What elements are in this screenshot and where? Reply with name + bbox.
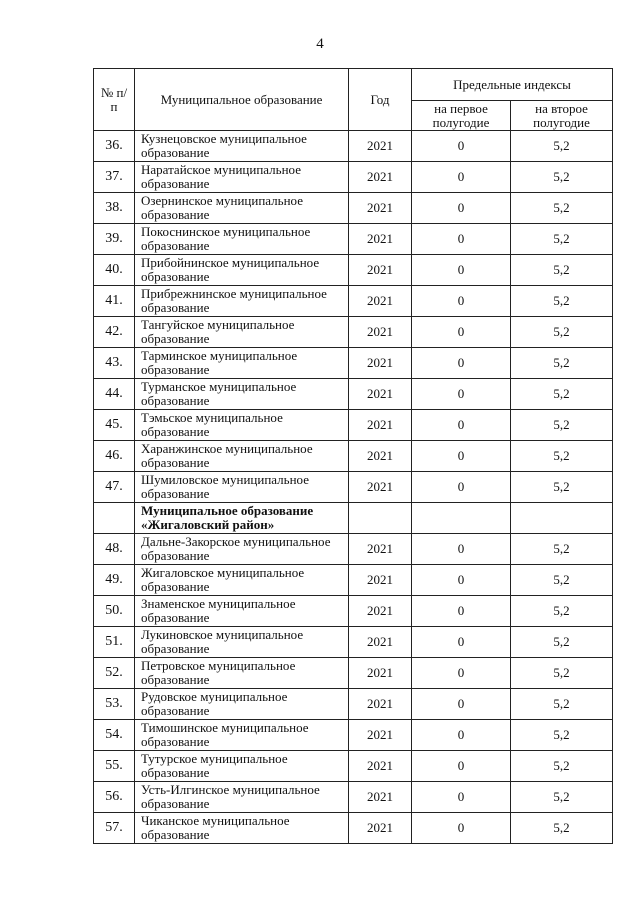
second-half-index: 5,2: [511, 565, 613, 596]
municipality-name: Наратайское муниципальное образование: [135, 162, 349, 193]
table-row: [94, 410, 613, 441]
table-row: [94, 472, 613, 503]
row-number: 57.: [94, 813, 135, 844]
municipality-name: Тарминское муниципальное образование: [135, 348, 349, 379]
municipality-name: Жигаловское муниципальное образование: [135, 565, 349, 596]
first-half-index: 0: [412, 813, 511, 844]
row-number: 37.: [94, 162, 135, 193]
first-half-index: 0: [412, 286, 511, 317]
first-half-index: 0: [412, 658, 511, 689]
row-number: 46.: [94, 441, 135, 472]
row-number: 44.: [94, 379, 135, 410]
municipality-name: Харанжинское муниципальное образование: [135, 441, 349, 472]
municipality-name: Тангуйское муниципальное образование: [135, 317, 349, 348]
row-number: 55.: [94, 751, 135, 782]
row-number: 45.: [94, 410, 135, 441]
row-year: 2021: [349, 255, 412, 286]
first-half-index: 0: [412, 317, 511, 348]
municipality-name: Лукиновское муниципальное образование: [135, 627, 349, 658]
municipality-name: Шумиловское муниципальное образование: [135, 472, 349, 503]
first-half-index: 0: [412, 224, 511, 255]
municipality-name: Покоснинское муниципальное образование: [135, 224, 349, 255]
row-year: 2021: [349, 224, 412, 255]
second-half-index: 5,2: [511, 720, 613, 751]
row-number: 47.: [94, 472, 135, 503]
municipality-name: Кузнецовское муниципальное образование: [135, 131, 349, 162]
municipality-name: Петровское муниципальное образование: [135, 658, 349, 689]
first-half-index: 0: [412, 162, 511, 193]
first-half-index: [412, 503, 511, 534]
row-number: 54.: [94, 720, 135, 751]
row-year: 2021: [349, 689, 412, 720]
table-row: [94, 286, 613, 317]
table-row: [94, 534, 613, 565]
first-half-index: 0: [412, 379, 511, 410]
table-section-row: [94, 503, 613, 534]
second-half-index: 5,2: [511, 286, 613, 317]
municipality-name: Турманское муниципальное образование: [135, 379, 349, 410]
indices-table: [93, 68, 613, 844]
first-half-index: 0: [412, 534, 511, 565]
row-year: 2021: [349, 658, 412, 689]
first-half-index: 0: [412, 596, 511, 627]
table-row: [94, 441, 613, 472]
table-row: [94, 720, 613, 751]
municipality-name: Тэмьское муниципальное образование: [135, 410, 349, 441]
municipality-name: Тутурское муниципальное образование: [135, 751, 349, 782]
first-half-index: 0: [412, 782, 511, 813]
first-half-index: 0: [412, 472, 511, 503]
municipality-name: Знаменское муниципальное образование: [135, 596, 349, 627]
row-year: 2021: [349, 596, 412, 627]
page-number: 4: [316, 36, 324, 52]
second-half-index: 5,2: [511, 348, 613, 379]
row-number: 39.: [94, 224, 135, 255]
second-half-index: 5,2: [511, 255, 613, 286]
row-year: 2021: [349, 162, 412, 193]
second-half-index: 5,2: [511, 751, 613, 782]
second-half-index: [511, 503, 613, 534]
row-number: 40.: [94, 255, 135, 286]
table-row: [94, 224, 613, 255]
second-half-index: 5,2: [511, 534, 613, 565]
row-number: 49.: [94, 565, 135, 596]
table-row: [94, 596, 613, 627]
header-name: Муниципальное образование: [135, 69, 349, 131]
first-half-index: 0: [412, 689, 511, 720]
second-half-index: 5,2: [511, 410, 613, 441]
first-half-index: 0: [412, 565, 511, 596]
first-half-index: 0: [412, 131, 511, 162]
row-number: 56.: [94, 782, 135, 813]
row-year: 2021: [349, 348, 412, 379]
municipality-name: Прибрежнинское муниципальное образование: [135, 286, 349, 317]
table-row: [94, 317, 613, 348]
first-half-index: 0: [412, 627, 511, 658]
row-year: 2021: [349, 410, 412, 441]
row-number: 48.: [94, 534, 135, 565]
table-row: [94, 658, 613, 689]
header-first-half: на первое полугодие: [412, 101, 511, 131]
table-row: [94, 627, 613, 658]
municipality-name: Озернинское муниципальное образование: [135, 193, 349, 224]
second-half-index: 5,2: [511, 689, 613, 720]
row-number: 51.: [94, 627, 135, 658]
table-body: [94, 131, 613, 844]
row-year: 2021: [349, 813, 412, 844]
row-year: 2021: [349, 534, 412, 565]
row-year: [349, 503, 412, 534]
municipality-name: Рудовское муниципальное образование: [135, 689, 349, 720]
row-year: 2021: [349, 286, 412, 317]
first-half-index: 0: [412, 720, 511, 751]
row-year: 2021: [349, 565, 412, 596]
table-row: [94, 255, 613, 286]
header-second-half: на второе полугодие: [511, 101, 613, 131]
first-half-index: 0: [412, 751, 511, 782]
table-header: [94, 69, 613, 131]
table-row: [94, 131, 613, 162]
second-half-index: 5,2: [511, 658, 613, 689]
row-year: 2021: [349, 751, 412, 782]
row-number: 38.: [94, 193, 135, 224]
second-half-index: 5,2: [511, 813, 613, 844]
row-year: 2021: [349, 193, 412, 224]
municipality-name: Прибойнинское муниципальное образование: [135, 255, 349, 286]
municipality-name: Усть-Илгинское муниципальное образование: [135, 782, 349, 813]
header-year: Год: [349, 69, 412, 131]
header-num: № п/п: [94, 69, 135, 131]
row-number: 43.: [94, 348, 135, 379]
row-number: 50.: [94, 596, 135, 627]
row-number: 42.: [94, 317, 135, 348]
second-half-index: 5,2: [511, 162, 613, 193]
row-year: 2021: [349, 782, 412, 813]
municipality-name: Чиканское муниципальное образование: [135, 813, 349, 844]
table-row: [94, 193, 613, 224]
table-row: [94, 689, 613, 720]
row-year: 2021: [349, 317, 412, 348]
second-half-index: 5,2: [511, 379, 613, 410]
second-half-index: 5,2: [511, 782, 613, 813]
table-row: [94, 565, 613, 596]
second-half-index: 5,2: [511, 596, 613, 627]
header-indices: Предельные индексы: [412, 69, 613, 101]
first-half-index: 0: [412, 410, 511, 441]
second-half-index: 5,2: [511, 131, 613, 162]
row-year: 2021: [349, 472, 412, 503]
second-half-index: 5,2: [511, 472, 613, 503]
municipality-name: Муниципальное образование «Жигаловский район»: [135, 503, 349, 534]
second-half-index: 5,2: [511, 224, 613, 255]
row-year: 2021: [349, 131, 412, 162]
municipality-name: Дальне-Закорское муниципальное образование: [135, 534, 349, 565]
second-half-index: 5,2: [511, 317, 613, 348]
row-year: 2021: [349, 720, 412, 751]
first-half-index: 0: [412, 441, 511, 472]
second-half-index: 5,2: [511, 193, 613, 224]
second-half-index: 5,2: [511, 627, 613, 658]
first-half-index: 0: [412, 193, 511, 224]
table-row: [94, 379, 613, 410]
row-year: 2021: [349, 627, 412, 658]
row-number: [94, 503, 135, 534]
row-number: 41.: [94, 286, 135, 317]
first-half-index: 0: [412, 348, 511, 379]
table-row: [94, 782, 613, 813]
row-number: 36.: [94, 131, 135, 162]
row-year: 2021: [349, 379, 412, 410]
table-row: [94, 751, 613, 782]
table-row: [94, 813, 613, 844]
table-row: [94, 348, 613, 379]
row-number: 53.: [94, 689, 135, 720]
second-half-index: 5,2: [511, 441, 613, 472]
row-number: 52.: [94, 658, 135, 689]
row-year: 2021: [349, 441, 412, 472]
first-half-index: 0: [412, 255, 511, 286]
table-row: [94, 162, 613, 193]
municipality-name: Тимошинское муниципальное образование: [135, 720, 349, 751]
